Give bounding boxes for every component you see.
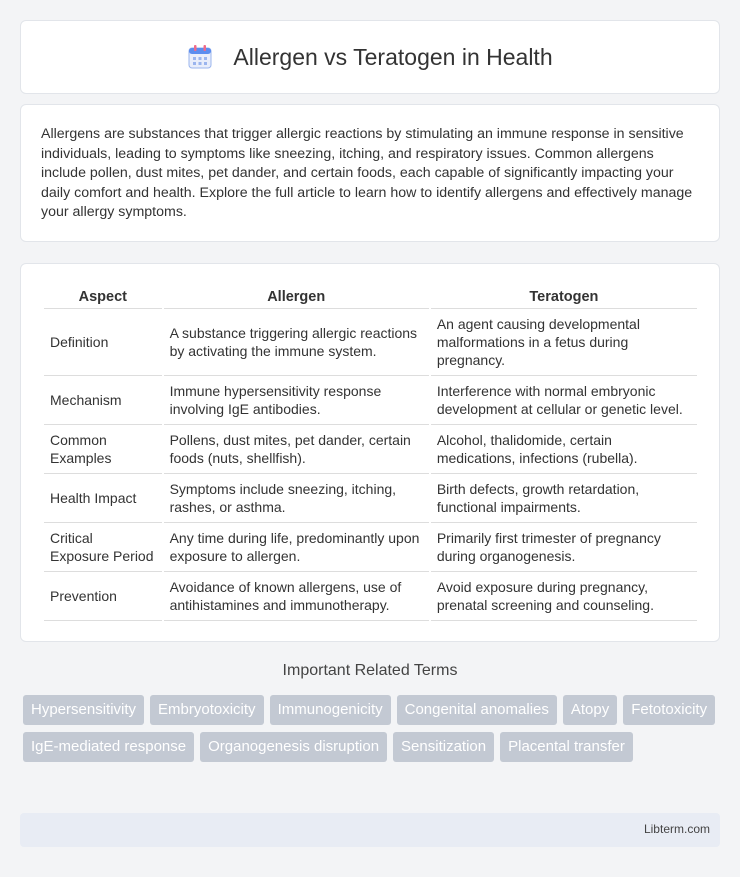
row-allergen: Pollens, dust mites, pet dander, certain foods (nuts, shellfish). [164,425,429,474]
comparison-table-card [20,263,720,642]
row-aspect: Prevention [44,572,162,621]
related-terms-list [23,695,723,762]
row-aspect: Critical Exposure Period [44,523,162,572]
related-term-tag[interactable]: Atopy [563,695,617,725]
related-terms-title: Important Related Terms [282,662,458,679]
intro-text: Allergens are substances that trigger allergic reactions by stimulating an immune response in sensitive individuals, leading to symptoms like sneezing, itching, and respiratory issues. Common allergens include pollen, dust mites, pet dander, and certain foods, each capable of significantly impacting your daily comfort and health. Explore the full article to learn how to identify allergens and effectively manage your allergy symptoms. [41,126,693,221]
related-term-tag[interactable]: Immunogenicity [270,695,391,725]
comparison-table [42,284,699,621]
row-teratogen: Primarily first trimester of pregnancy during organogenesis. [431,523,697,572]
table-row [44,376,697,425]
related-term-tag[interactable]: Hypersensitivity [23,695,144,725]
row-teratogen: Avoid exposure during pregnancy, prenatal screening and counseling. [431,572,697,621]
row-allergen: Any time during life, predominantly upon exposure to allergen. [164,523,429,572]
footer [20,813,720,847]
row-teratogen: An agent causing developmental malformations in a fetus during pregnancy. [431,309,697,376]
header-aspect: Aspect [44,284,162,309]
related-term-tag[interactable]: Fetotoxicity [623,695,715,725]
related-term-tag[interactable]: Organogenesis disruption [200,732,387,762]
row-teratogen: Birth defects, growth retardation, functional impairments. [431,474,697,523]
row-allergen: A substance triggering allergic reactions by activating the immune system. [164,309,429,376]
row-teratogen: Alcohol, thalidomide, certain medications, infections (rubella). [431,425,697,474]
related-term-tag[interactable]: Embryotoxicity [150,695,264,725]
header-card [20,20,720,94]
row-allergen: Symptoms include sneezing, itching, rashes, or asthma. [164,474,429,523]
related-term-tag[interactable]: Sensitization [393,732,494,762]
header-teratogen: Teratogen [431,284,697,309]
footer-site-link[interactable]: Libterm.com [643,822,710,836]
row-aspect: Common Examples [44,425,162,474]
related-term-tag[interactable]: IgE-mediated response [23,732,194,762]
header-allergen: Allergen [164,284,429,309]
row-allergen: Avoidance of known allergens, use of antihistamines and immunotherapy. [164,572,429,621]
table-row [44,523,697,572]
table-header-row [44,284,697,309]
related-term-tag[interactable]: Placental transfer [500,732,633,762]
row-aspect: Mechanism [44,376,162,425]
related-term-tag[interactable]: Congenital anomalies [397,695,557,725]
row-aspect: Definition [44,309,162,376]
row-aspect: Health Impact [44,474,162,523]
table-row [44,425,697,474]
table-row [44,474,697,523]
table-row [44,309,697,376]
page-title: Allergen vs Teratogen in Health [233,43,553,70]
table-row [44,572,697,621]
row-teratogen: Interference with normal embryonic development at cellular or genetic level. [431,376,697,425]
calendar-icon [187,44,213,70]
row-allergen: Immune hypersensitivity response involving IgE antibodies. [164,376,429,425]
intro-card [20,104,720,242]
